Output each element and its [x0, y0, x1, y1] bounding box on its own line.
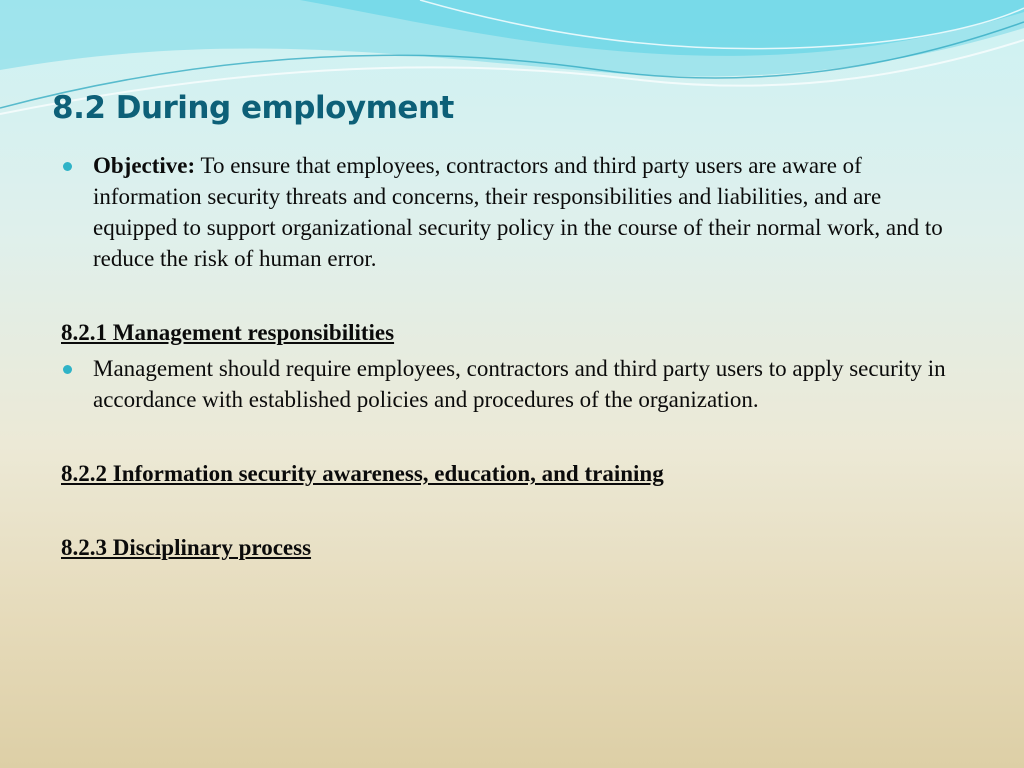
bullet-management [93, 353, 953, 415]
bullet-objective [93, 150, 953, 274]
slide-content [0, 150, 1024, 563]
bullet-dot-icon [63, 162, 72, 171]
objective-label: Objective: [93, 153, 196, 178]
bullet-dot-icon [63, 365, 72, 374]
management-text: Management should require employees, contractors and third party users to apply security in accordance with established policies and procedures of the organization. [93, 356, 946, 412]
section-heading-management-responsibilities: 8.2.1 Management responsibilities [61, 320, 395, 345]
slide-title: 8.2 During employment [52, 90, 454, 126]
section-heading-disciplinary-process: 8.2.3 Disciplinary process [61, 535, 312, 560]
objective-text: To ensure that employees, contractors and third party users are aware of information security threats and concerns, their responsibilities and liabilities, and are equipped to support organizational security policy in the course of their normal work, and to reduce the risk of human error. [93, 153, 943, 271]
section-heading-awareness-training: 8.2.2 Information security awareness, education, and training [61, 461, 664, 486]
